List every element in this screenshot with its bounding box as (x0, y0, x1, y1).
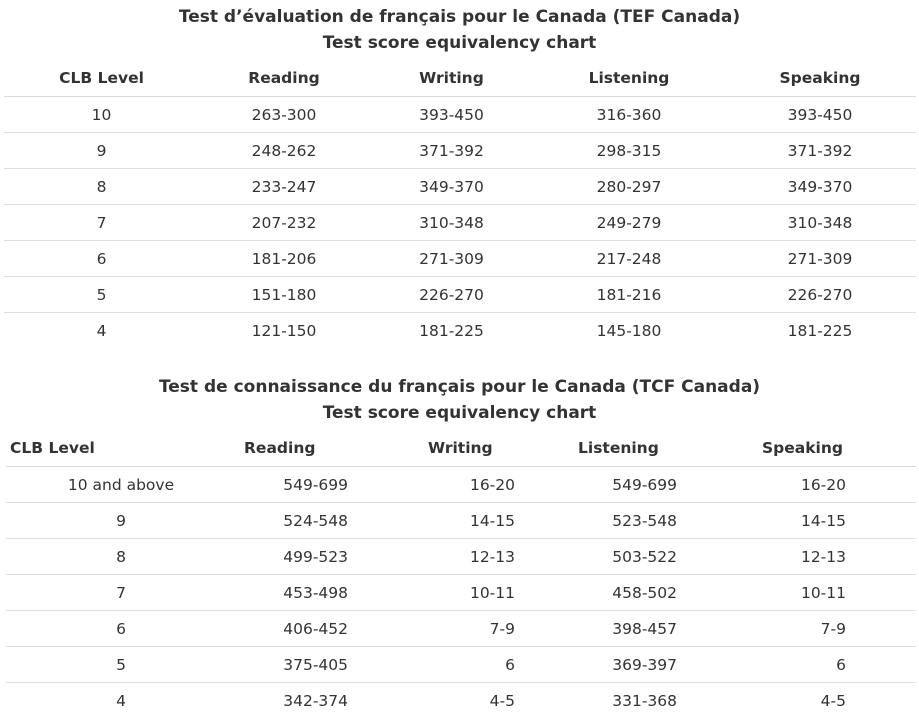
table-cell: 349-370 (369, 169, 534, 205)
table-row (4, 241, 916, 277)
table-row (6, 683, 916, 718)
table-row (4, 313, 916, 349)
table-cell: 7-9 (707, 611, 916, 647)
table-cell: 280-297 (534, 169, 724, 205)
table-cell: 10-11 (373, 575, 525, 611)
table-cell: 458-502 (525, 575, 707, 611)
table-cell: 549-699 (206, 467, 373, 503)
table-cell: 524-548 (206, 503, 373, 539)
table-cell: 16-20 (707, 467, 916, 503)
table-cell: 6 (4, 241, 199, 277)
table-cell: 5 (6, 647, 206, 683)
table-cell: 6 (373, 647, 525, 683)
tcf-title-sub: Test score equivalency chart (0, 400, 919, 426)
table-cell: 151-180 (199, 277, 369, 313)
table-cell: 298-315 (534, 133, 724, 169)
table-cell: 10 (4, 97, 199, 133)
tef-title-main: Test d’évaluation de français pour le Canada (TEF Canada) (0, 4, 919, 30)
column-header: Writing (369, 60, 534, 97)
table-cell: 331-368 (525, 683, 707, 718)
table-cell: 398-457 (525, 611, 707, 647)
table-cell: 310-348 (724, 205, 916, 241)
table-cell: 263-300 (199, 97, 369, 133)
table-row (4, 205, 916, 241)
table-cell: 499-523 (206, 539, 373, 575)
table-cell: 226-270 (724, 277, 916, 313)
table-row (6, 467, 916, 503)
table-cell: 10 and above (6, 467, 206, 503)
table-cell: 549-699 (525, 467, 707, 503)
table-row (6, 647, 916, 683)
tef-title-sub: Test score equivalency chart (0, 30, 919, 56)
table-cell: 271-309 (369, 241, 534, 277)
table-cell: 6 (6, 611, 206, 647)
table-header-row (4, 60, 916, 97)
table-cell: 181-225 (369, 313, 534, 349)
table-cell: 4-5 (707, 683, 916, 718)
table-row (6, 503, 916, 539)
table-cell: 375-405 (206, 647, 373, 683)
column-header: Listening (525, 430, 707, 467)
table-cell: 226-270 (369, 277, 534, 313)
table-cell: 14-15 (707, 503, 916, 539)
tcf-score-table (6, 430, 916, 718)
table-cell: 9 (4, 133, 199, 169)
table-cell: 14-15 (373, 503, 525, 539)
column-header: CLB Level (6, 430, 206, 467)
table-cell: 10-11 (707, 575, 916, 611)
column-header: CLB Level (4, 60, 199, 97)
table-cell: 8 (6, 539, 206, 575)
table-cell: 121-150 (199, 313, 369, 349)
table-cell: 207-232 (199, 205, 369, 241)
table-cell: 233-247 (199, 169, 369, 205)
table-cell: 248-262 (199, 133, 369, 169)
table-cell: 371-392 (369, 133, 534, 169)
table-cell: 271-309 (724, 241, 916, 277)
table-cell: 7 (6, 575, 206, 611)
table-cell: 369-397 (525, 647, 707, 683)
table-cell: 393-450 (724, 97, 916, 133)
tcf-title (0, 374, 919, 426)
table-cell: 181-206 (199, 241, 369, 277)
tef-score-table (4, 60, 916, 348)
table-cell: 181-225 (724, 313, 916, 349)
table-row (4, 97, 916, 133)
table-cell: 503-522 (525, 539, 707, 575)
table-cell: 393-450 (369, 97, 534, 133)
column-header: Writing (373, 430, 525, 467)
table-cell: 406-452 (206, 611, 373, 647)
tcf-title-main: Test de connaissance du français pour le Canada (TCF Canada) (0, 374, 919, 400)
table-cell: 249-279 (534, 205, 724, 241)
table-cell: 12-13 (373, 539, 525, 575)
table-cell: 316-360 (534, 97, 724, 133)
table-cell: 8 (4, 169, 199, 205)
table-cell: 5 (4, 277, 199, 313)
table-cell: 7-9 (373, 611, 525, 647)
table-row (6, 539, 916, 575)
table-cell: 523-548 (525, 503, 707, 539)
table-cell: 145-180 (534, 313, 724, 349)
table-cell: 4 (6, 683, 206, 718)
table-cell: 12-13 (707, 539, 916, 575)
column-header: Speaking (724, 60, 916, 97)
table-cell: 16-20 (373, 467, 525, 503)
table-cell: 349-370 (724, 169, 916, 205)
table-row (6, 575, 916, 611)
column-header: Reading (206, 430, 373, 467)
column-header: Reading (199, 60, 369, 97)
table-cell: 371-392 (724, 133, 916, 169)
table-cell: 342-374 (206, 683, 373, 718)
table-cell: 4 (4, 313, 199, 349)
table-cell: 7 (4, 205, 199, 241)
table-row (4, 277, 916, 313)
table-cell: 4-5 (373, 683, 525, 718)
table-row (6, 611, 916, 647)
table-cell: 310-348 (369, 205, 534, 241)
table-cell: 9 (6, 503, 206, 539)
table-cell: 217-248 (534, 241, 724, 277)
table-row (4, 133, 916, 169)
column-header: Listening (534, 60, 724, 97)
table-cell: 453-498 (206, 575, 373, 611)
column-header: Speaking (707, 430, 916, 467)
table-cell: 6 (707, 647, 916, 683)
tef-title (0, 4, 919, 56)
table-row (4, 169, 916, 205)
table-cell: 181-216 (534, 277, 724, 313)
table-header-row (6, 430, 916, 467)
